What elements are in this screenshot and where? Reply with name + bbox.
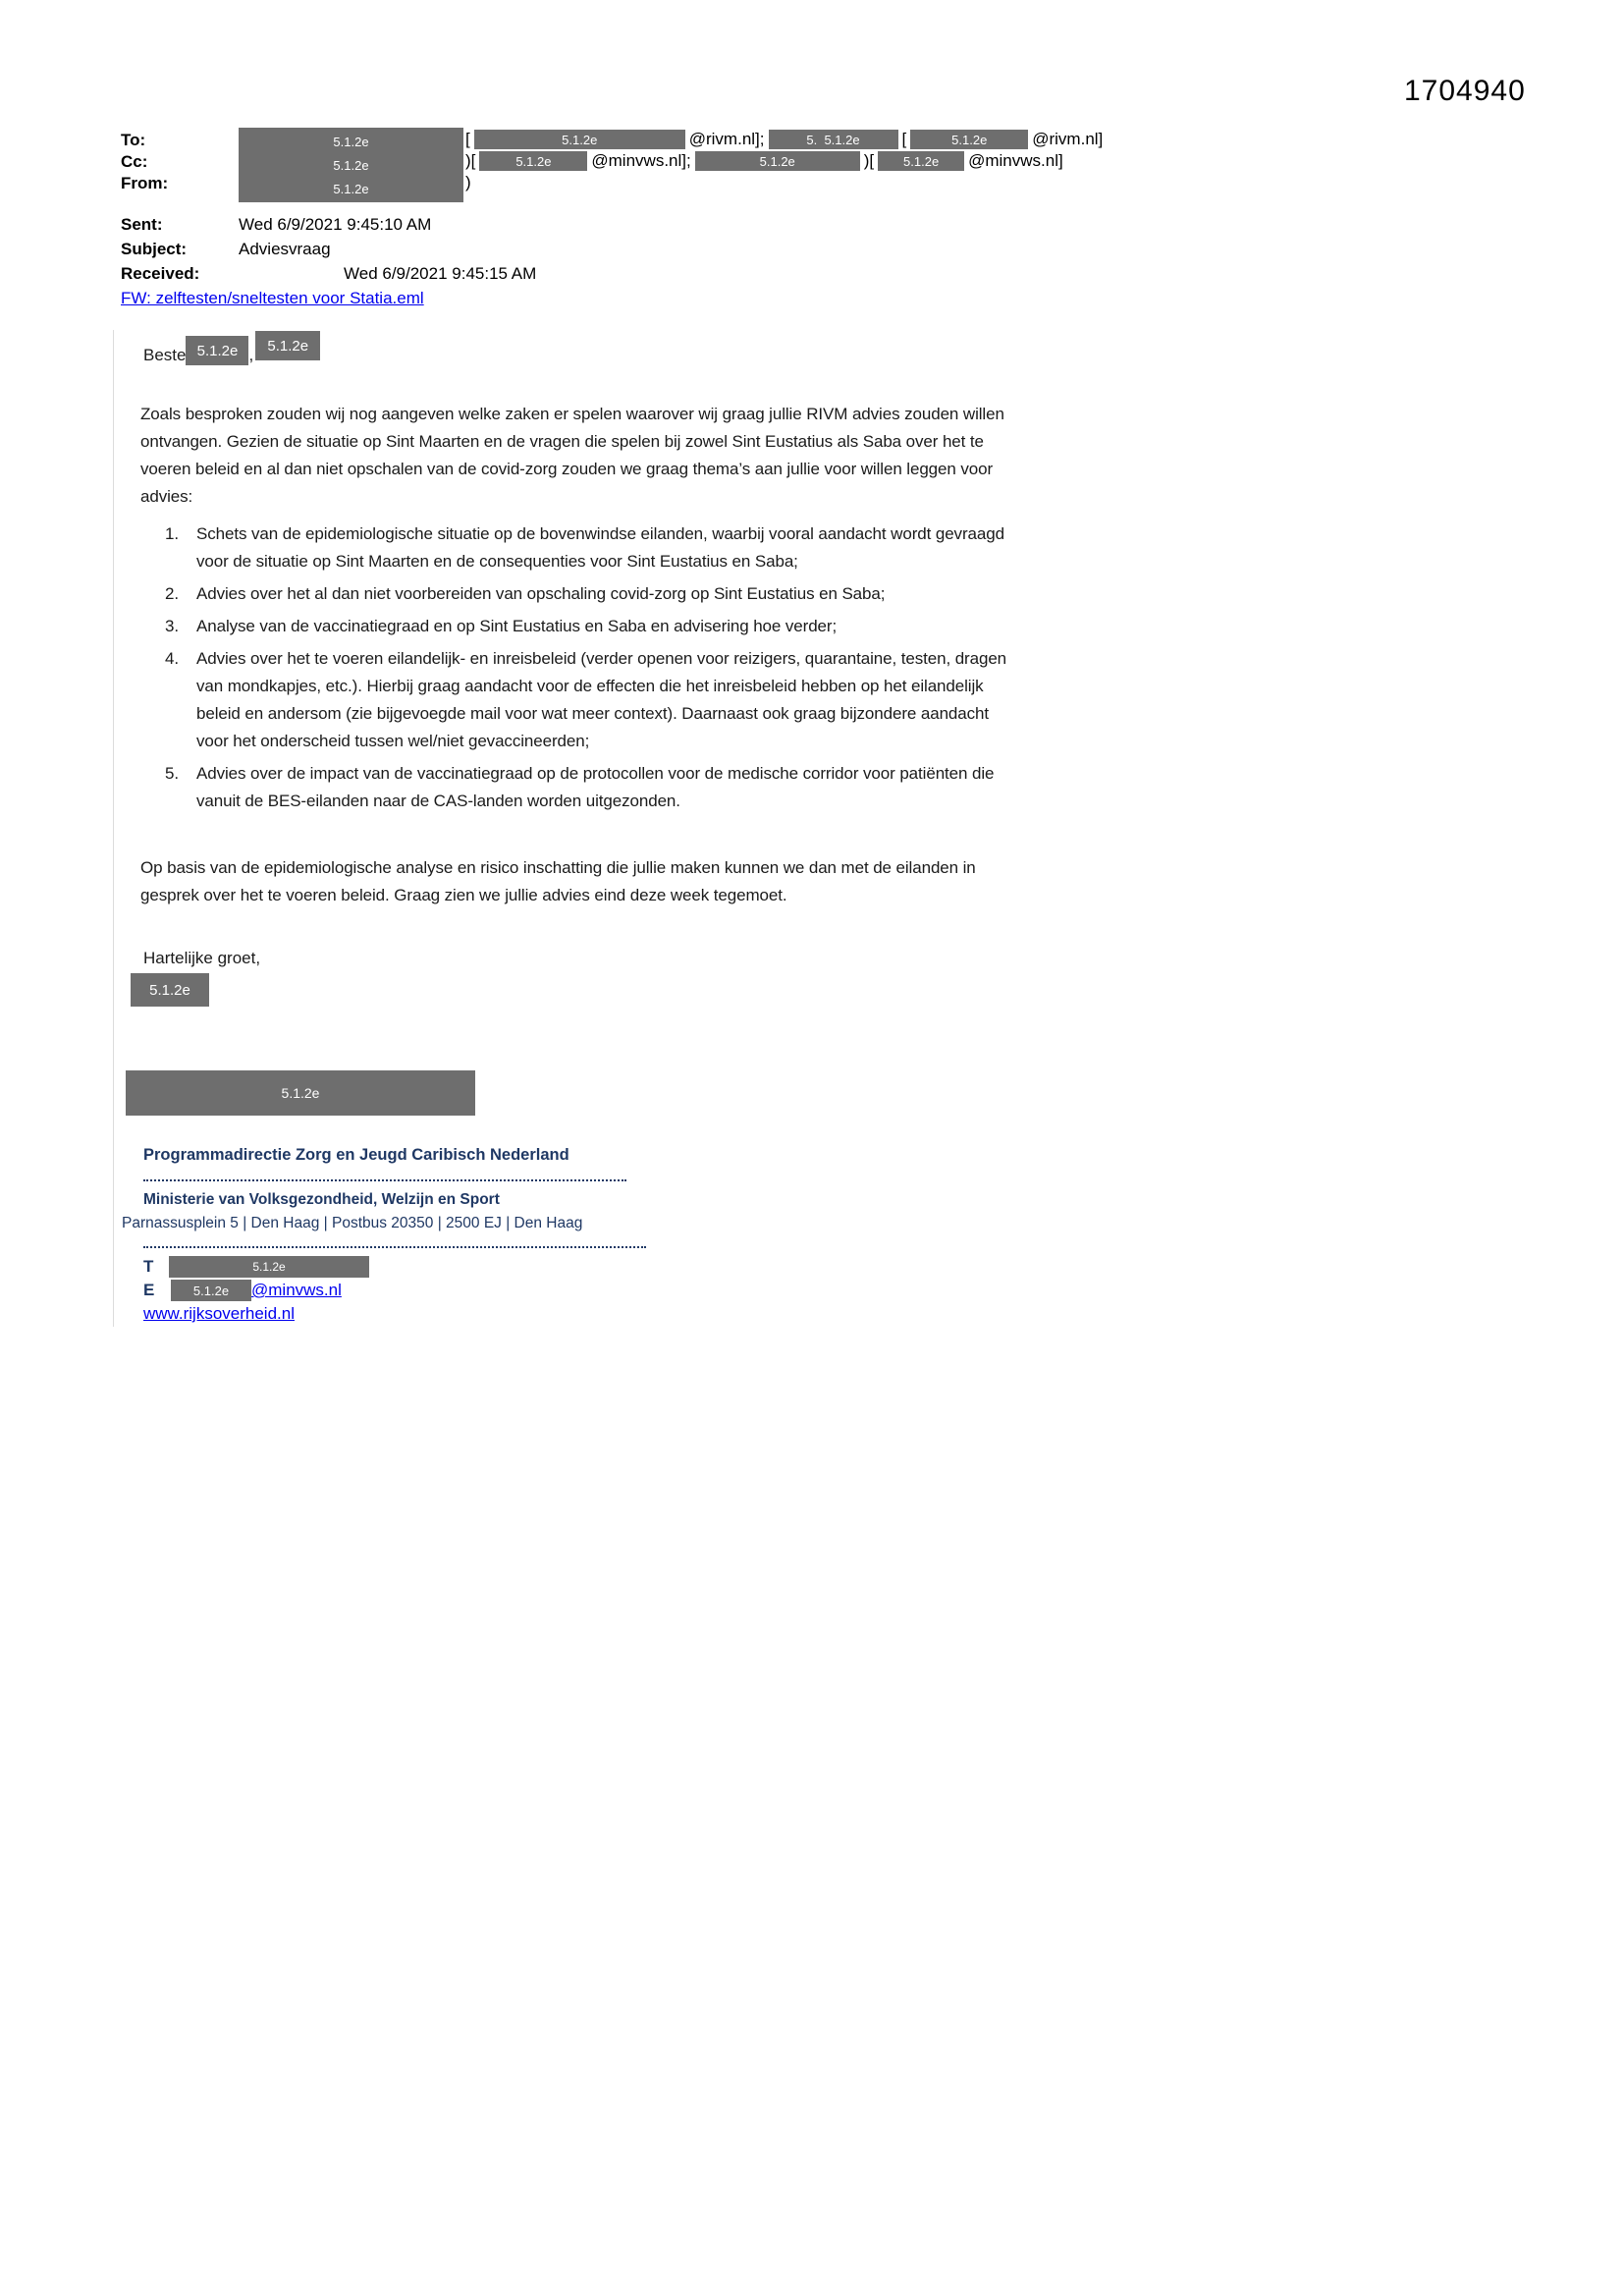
closing-line: Hartelijke groet, <box>143 949 261 967</box>
list-item-number: 3. <box>165 617 179 635</box>
dotted-divider <box>143 1179 626 1181</box>
to-label: To: <box>121 131 146 149</box>
redaction-box: 5.1.2e <box>695 151 860 171</box>
redaction-box-phone: 5.1.2e <box>169 1256 369 1278</box>
cc-label: Cc: <box>121 152 148 171</box>
to-row <box>465 129 1103 150</box>
redaction-label: 5.1.2e <box>333 181 369 196</box>
list-item-text: Schets van de epidemiologische situatie op de bovenwindse eilanden, waarbij vooral aandacht wordt gevraagd voor de situatie op Sint Maarten en de consequenties voor Sint Eustatius en Saba; <box>196 524 1004 571</box>
email-row <box>143 1280 342 1301</box>
list-item <box>140 645 1012 755</box>
greeting-line <box>143 336 320 365</box>
advice-list <box>140 520 1012 820</box>
list-item-text: Advies over het al dan niet voorbereiden van opschaling covid-zorg op Sint Eustatius en Saba; <box>196 584 886 603</box>
redaction-label: 5.1.2e <box>333 134 369 149</box>
body-paragraph-2: Op basis van de epidemiologische analyse en risico inschatting die jullie maken kunnen we dan met de eilanden in gesprek over het te voeren beleid. Graag zien we jullie advies eind deze week tegemoet. <box>140 858 976 904</box>
redaction-box: 5.1.2e <box>878 151 964 171</box>
email-domain-link[interactable]: @minvws.nl <box>251 1281 342 1299</box>
bracket-text: )[ <box>465 151 476 170</box>
received-label: Received: <box>121 264 200 283</box>
phone-row <box>143 1256 369 1278</box>
redaction-box: 5.1.2e <box>479 151 587 171</box>
signature-address: Parnassusplein 5 | Den Haag | Postbus 20350 | 2500 EJ | Den Haag <box>122 1215 583 1231</box>
signature-ministry-name: Ministerie van Volksgezondheid, Welzijn en Sport <box>143 1191 500 1208</box>
greeting-comma: , <box>248 346 254 364</box>
redaction-box-signature-block: 5.1.2e <box>126 1070 475 1116</box>
attachment-link[interactable]: FW: zelftesten/sneltesten voor Statia.eml <box>121 289 424 307</box>
email-label: E <box>143 1281 155 1299</box>
list-item <box>140 760 1012 815</box>
greeting-text: Beste <box>143 346 187 364</box>
list-item-number: 5. <box>165 764 179 783</box>
cc-domain-1: @minvws.nl]; <box>591 151 691 170</box>
list-item-number: 4. <box>165 649 179 668</box>
list-item-text: Advies over het te voeren eilandelijk- en inreisbeleid (verder openen voor reizigers, quarantaine, testen, dragen van mondkapjes, etc.). Hierbij graag aandacht voor de effecten die het inreisbeleid hebben op het eilandelijk beleid en andersom (zie bijgevoegde mail voor wat meer context). Daarnaast ook graag bijzondere aandacht voor het onderscheid tussen wel/niet gevaccineerden; <box>196 649 1007 750</box>
subject-label: Subject: <box>121 240 188 258</box>
redaction-box-name: 5.1.2e <box>186 336 248 365</box>
cc-row <box>465 150 1063 172</box>
signature-org-name: Programmadirectie Zorg en Jeugd Caribisch Nederland <box>143 1146 569 1164</box>
redaction-box: 5.1.2e <box>910 130 1028 149</box>
dotted-divider <box>143 1246 646 1248</box>
redaction-box-name: 5.1.2e <box>255 331 320 360</box>
list-item-number: 2. <box>165 584 179 603</box>
body-paragraph-1: Zoals besproken zouden wij nog aangeven welke zaken er spelen waarover wij graag jullie RIVM advies zouden willen ontvangen. Gezien de situatie op Sint Maarten en de vragen die spelen bij zowel Sint Eustatius als Saba over het te voeren beleid en al dan niet opschalen van de covid-zorg zouden we graag thema’s aan jullie voor willen leggen voor advies: <box>140 405 1004 506</box>
received-value: Wed 6/9/2021 9:45:15 AM <box>344 264 537 283</box>
subject-value: Adviesvraag <box>239 240 331 258</box>
to-domain-2: @rivm.nl] <box>1032 130 1104 148</box>
bracket-text: [ <box>901 130 907 148</box>
from-row <box>465 172 471 193</box>
redaction-box-recipients <box>239 128 463 202</box>
list-item <box>140 520 1012 575</box>
redaction-box-email: 5.1.2e <box>171 1280 251 1301</box>
redaction-box: 5.1.2e <box>474 130 685 149</box>
sent-label: Sent: <box>121 215 163 234</box>
document-id-number: 1704940 <box>1404 75 1526 107</box>
list-item-text: Advies over de impact van de vaccinatiegraad op de protocollen voor de medische corridor voor patiënten die vanuit de BES-eilanden naar de CAS-landen worden uitgezonden. <box>196 764 995 810</box>
list-item <box>140 580 1012 608</box>
bracket-text: [ <box>465 130 470 148</box>
scan-artifact-line <box>113 330 114 1327</box>
redaction-box: 5. 5.1.2e <box>769 130 898 149</box>
phone-label: T <box>143 1257 154 1276</box>
redaction-label: 5.1.2e <box>333 157 369 173</box>
redaction-box-signature-name: 5.1.2e <box>131 973 209 1007</box>
sent-value: Wed 6/9/2021 9:45:10 AM <box>239 215 432 234</box>
list-item-number: 1. <box>165 524 179 543</box>
website-link[interactable]: www.rijksoverheid.nl <box>143 1304 295 1323</box>
list-item <box>140 613 1012 640</box>
list-item-text: Analyse van de vaccinatiegraad en op Sint Eustatius en Saba en advisering hoe verder; <box>196 617 838 635</box>
bracket-text: ) <box>465 173 471 191</box>
bracket-text: )[ <box>863 151 875 170</box>
cc-domain-2: @minvws.nl] <box>968 151 1063 170</box>
from-label: From: <box>121 174 169 192</box>
to-domain-1: @rivm.nl]; <box>688 130 765 148</box>
